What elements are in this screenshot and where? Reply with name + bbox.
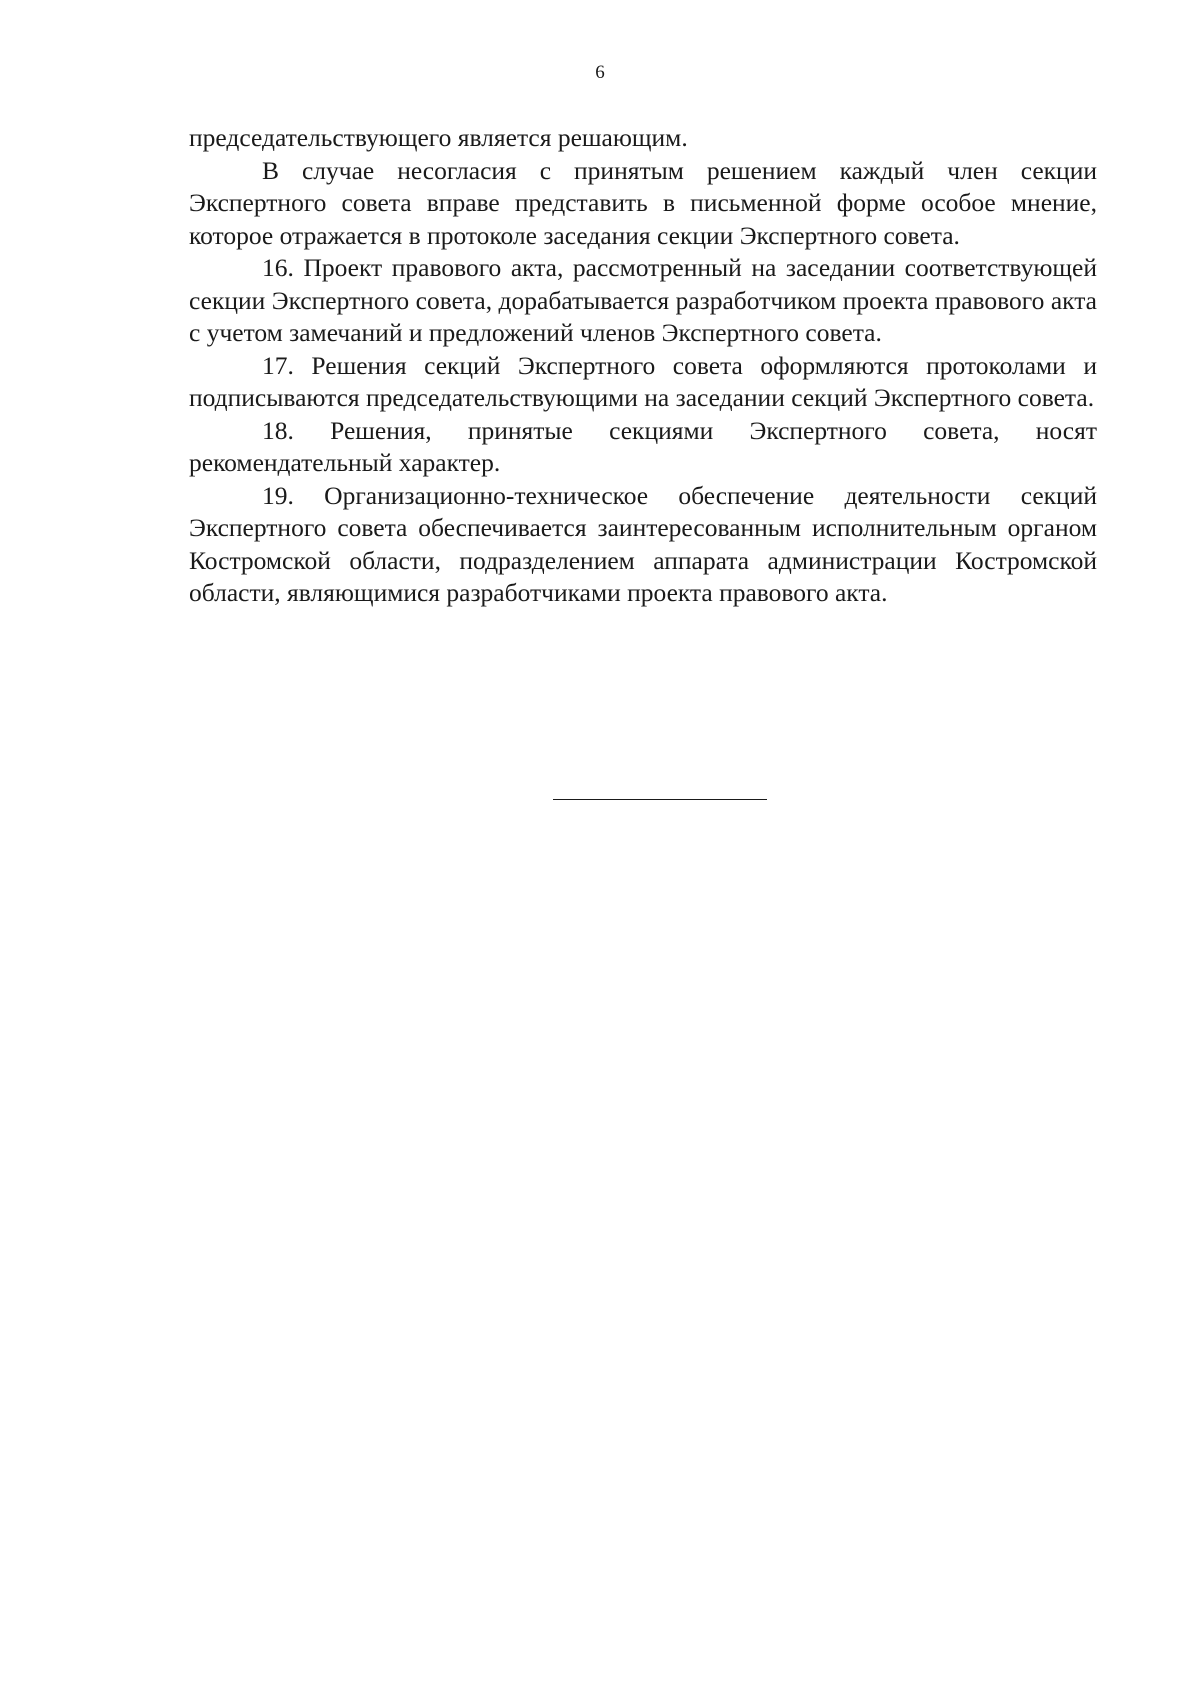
page-number: 6 — [595, 62, 605, 83]
paragraph-continuation: председательствующего является решающим. — [189, 123, 688, 152]
clause-18: 18. Решения, принятые секциями Экспертного совета, носят рекомендательный характер. — [189, 415, 1097, 477]
clause-19: 19. Организационно-техническое обеспечение деятельности секций Экспертного совета обеспечивается заинтересованным исполнительным органом Костромской области, подразделением аппарата администрации Костромской области, являющимися разработчиками проекта правового акта. — [189, 480, 1097, 607]
document-end-rule — [553, 799, 767, 800]
paragraph-dissent-opinion: В случае несогласия с принятым решением каждый член секции Экспертного совета вправе представить в письменной форме особое мнение, которое отражается в протоколе заседания секции Экспертного совета. — [189, 155, 1097, 250]
document-body — [189, 122, 1097, 610]
clause-16: 16. Проект правового акта, рассмотренный на заседании соответствующей секции Экспертного совета, дорабатывается разработчиком проекта правового акта с учетом замечаний и предложений членов Экспертного совета. — [189, 253, 1097, 347]
clause-17: 17. Решения секций Экспертного совета оформляются протоколами и подписываются председательствующими на заседании секций Экспертного совета. — [189, 350, 1097, 412]
